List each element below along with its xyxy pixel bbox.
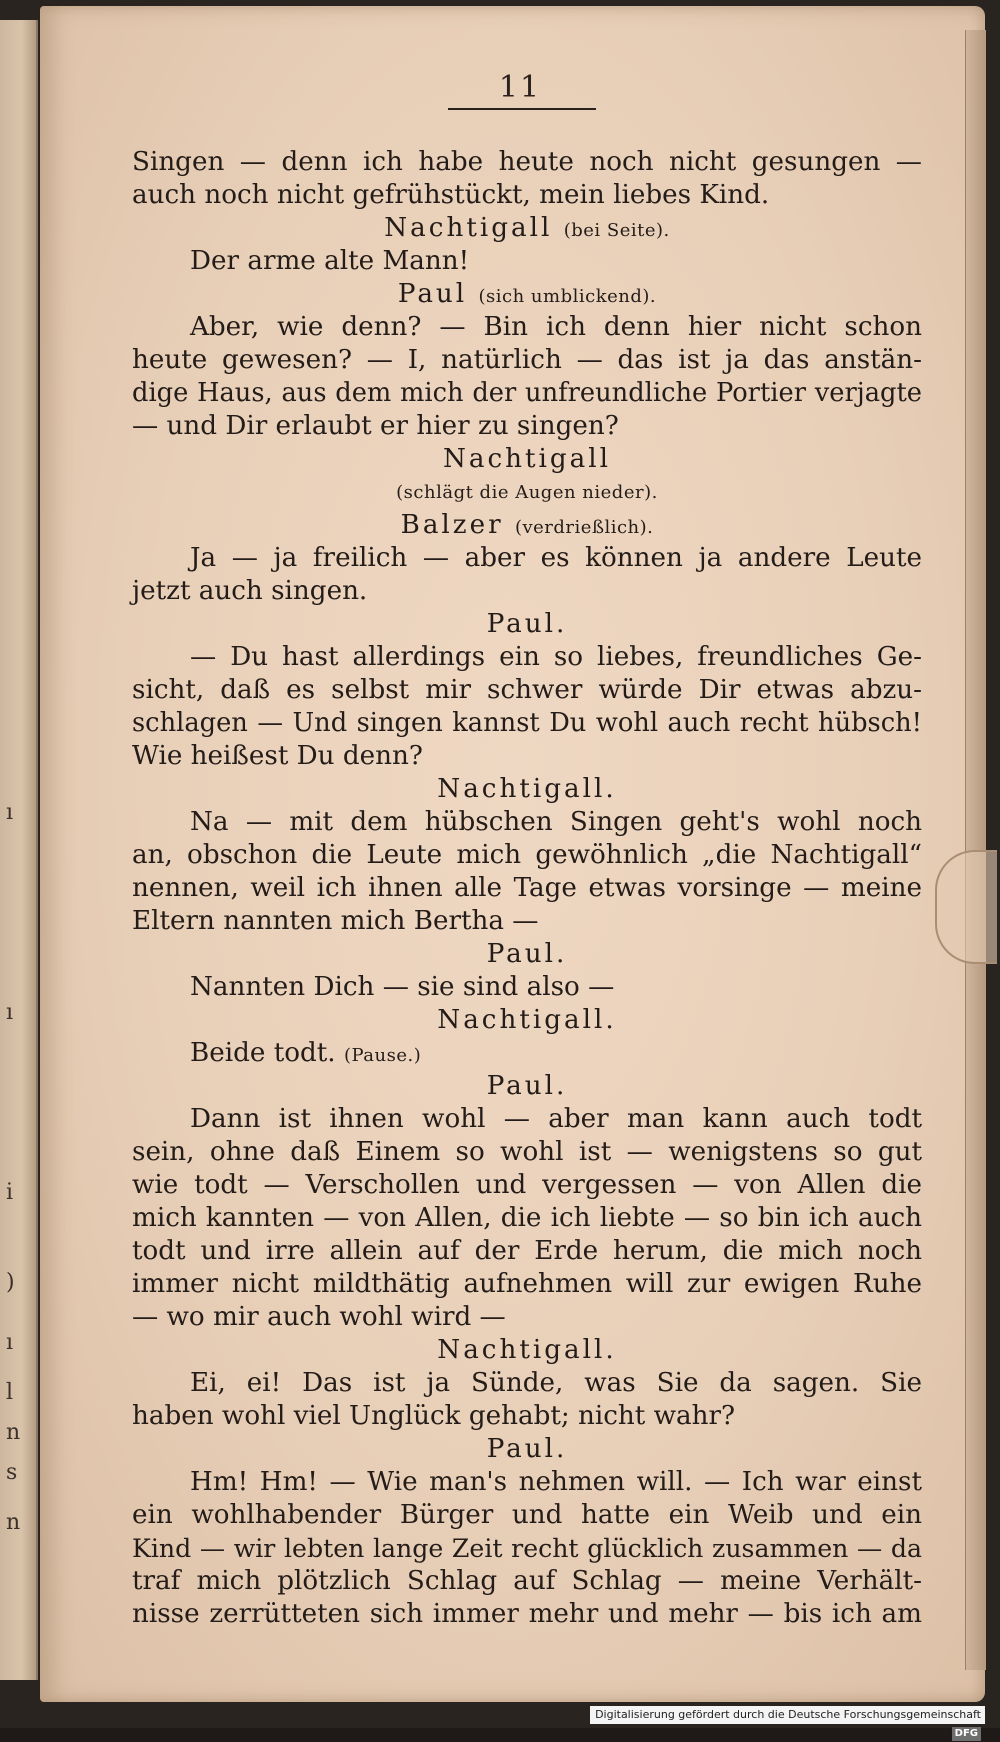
stage-direction: (bei Seite). bbox=[563, 220, 670, 241]
speaker-line bbox=[132, 476, 922, 509]
line-text: Ei, ei! Das ist ja Sünde, was Sie da sagen. Sie bbox=[190, 1368, 922, 1398]
line-text: schlagen — Und singen kannst Du wohl auch recht hübsch! bbox=[132, 708, 922, 738]
text-line bbox=[132, 146, 922, 179]
line-text: sein, ohne daß Einem so wohl ist — wenigstens so gut bbox=[132, 1137, 922, 1167]
left-page-fragment: n bbox=[6, 1510, 21, 1535]
line-text: nennen, weil ich ihnen alle Tage etwas vorsinge — meine bbox=[132, 873, 922, 903]
text-line bbox=[132, 674, 922, 707]
left-page-fragment: l bbox=[6, 1380, 14, 1405]
line-text: Paul. bbox=[486, 939, 568, 969]
text-line bbox=[132, 542, 922, 575]
line-text: Nannten Dich — sie sind also — bbox=[190, 972, 615, 1002]
left-page-fragment: ı bbox=[6, 1330, 14, 1355]
stage-direction: (Pause.) bbox=[343, 1045, 422, 1066]
left-page-fragment: i bbox=[6, 1180, 14, 1205]
text-line bbox=[132, 1268, 922, 1301]
dfg-logo: DFG bbox=[952, 1727, 981, 1741]
line-text: Ja — ja freilich — aber es können ja andere Leute bbox=[190, 543, 922, 573]
line-text: Singen — denn ich habe heute noch nicht gesungen — bbox=[132, 147, 922, 177]
line-text: Nachtigall. bbox=[437, 1335, 617, 1365]
speaker-line bbox=[132, 608, 922, 641]
line-text: jetzt auch singen. bbox=[132, 576, 368, 606]
text-line bbox=[132, 1136, 922, 1169]
speaker-line bbox=[132, 938, 922, 971]
left-page-fragment: n bbox=[6, 1420, 21, 1445]
line-text: Nachtigall. bbox=[437, 1005, 617, 1035]
page-tab-marker bbox=[935, 850, 997, 964]
line-text: Nachtigall bbox=[384, 213, 553, 243]
stage-direction: (verdrießlich). bbox=[514, 517, 654, 538]
line-text: Paul bbox=[397, 279, 468, 309]
text-line bbox=[132, 245, 922, 278]
text-line bbox=[132, 806, 922, 839]
line-text: Der arme alte Mann! bbox=[190, 246, 470, 276]
line-text: immer nicht mildthätig aufnehmen will zur ewigen Ruhe bbox=[132, 1269, 922, 1299]
text-line bbox=[132, 1235, 922, 1268]
line-text: traf mich plötzlich Schlag auf Schlag — meine Verhält- bbox=[132, 1566, 922, 1596]
speaker-line bbox=[132, 509, 922, 542]
adjacent-page-edge bbox=[0, 20, 38, 1680]
line-text: Eltern nannten mich Bertha — bbox=[132, 906, 539, 936]
line-text: Paul. bbox=[486, 1071, 568, 1101]
text-line bbox=[132, 179, 922, 212]
text-line bbox=[132, 377, 922, 410]
digitization-footer bbox=[590, 1706, 985, 1739]
text-line bbox=[132, 641, 922, 674]
line-text: Beide todt. bbox=[190, 1038, 336, 1068]
line-text: Nachtigall bbox=[442, 444, 612, 474]
speaker-line bbox=[132, 212, 922, 245]
line-text: wie todt — Verschollen und vergessen — von Allen die bbox=[132, 1170, 922, 1200]
line-text: Balzer bbox=[400, 510, 504, 540]
text-line bbox=[132, 839, 922, 872]
speaker-line bbox=[132, 278, 922, 311]
text-line bbox=[132, 410, 922, 443]
line-text: Dann ist ihnen wohl — aber man kann auch todt bbox=[190, 1104, 922, 1134]
text-line bbox=[132, 740, 922, 773]
line-text: — Du hast allerdings ein so liebes, freundliches Ge- bbox=[190, 642, 922, 672]
speaker-line bbox=[132, 1070, 922, 1103]
speaker-line bbox=[132, 1004, 922, 1037]
text-line bbox=[132, 1565, 922, 1598]
text-line bbox=[132, 1466, 922, 1499]
line-text: Aber, wie denn? — Bin ich denn hier nicht schon bbox=[190, 312, 922, 342]
line-text: (schlägt die Augen nieder). bbox=[396, 482, 658, 503]
text-line bbox=[132, 1400, 922, 1433]
text-line bbox=[132, 344, 922, 377]
text-line bbox=[132, 1103, 922, 1136]
text-line bbox=[132, 905, 922, 938]
text-line bbox=[132, 1169, 922, 1202]
footer-text: Digitalisierung gefördert durch die Deutsche Forschungsgemeinschaft - bbox=[595, 1708, 981, 1739]
page-text bbox=[132, 146, 922, 1631]
line-text: — wo mir auch wohl wird — bbox=[132, 1302, 506, 1332]
line-text: Nachtigall. bbox=[437, 774, 617, 804]
speaker-line bbox=[132, 1334, 922, 1367]
text-line bbox=[132, 575, 922, 608]
line-text: Hm! Hm! — Wie man's nehmen will. — Ich war einst bbox=[190, 1467, 922, 1497]
line-text: an, obschon die Leute mich gewöhnlich „die Nachtigall“ bbox=[132, 840, 922, 870]
line-text: ein wohlhabender Bürger und hatte ein Weib und ein bbox=[132, 1500, 922, 1530]
line-text: Wie heißest Du denn? bbox=[132, 741, 423, 771]
line-text: Kind — wir lebten lange Zeit recht glücklich zusammen — da bbox=[132, 1534, 922, 1563]
line-text: Paul. bbox=[486, 1434, 568, 1464]
page-number: 11 bbox=[498, 70, 542, 105]
speaker-line bbox=[132, 1433, 922, 1466]
text-line bbox=[132, 1598, 922, 1631]
left-page-fragment: ı bbox=[6, 800, 14, 825]
text-line bbox=[132, 1499, 922, 1532]
left-page-fragment: ı bbox=[6, 1000, 14, 1025]
left-page-fragment: ) bbox=[6, 1270, 15, 1295]
line-text: heute gewesen? — I, natürlich — das ist ja das anstän- bbox=[132, 345, 922, 375]
text-line bbox=[132, 1301, 922, 1334]
stage-direction: (sich umblickend). bbox=[478, 286, 657, 307]
speaker-line bbox=[132, 773, 922, 806]
left-page-fragment: s bbox=[6, 1460, 18, 1485]
line-text: haben wohl viel Unglück gehabt; nicht wahr? bbox=[132, 1401, 736, 1431]
text-line bbox=[132, 971, 922, 1004]
text-line bbox=[132, 872, 922, 905]
text-line bbox=[132, 1532, 922, 1565]
line-text: dige Haus, aus dem mich der unfreundliche Portier verjagte bbox=[132, 378, 922, 408]
page-number-rule bbox=[448, 108, 596, 110]
text-line bbox=[132, 707, 922, 740]
text-line bbox=[132, 1202, 922, 1235]
text-line bbox=[132, 311, 922, 344]
line-text: Na — mit dem hübschen Singen geht's wohl noch bbox=[190, 807, 922, 837]
line-text: mich kannten — von Allen, die ich liebte — so bin ich auch bbox=[132, 1203, 922, 1233]
line-text: auch noch nicht gefrühstückt, mein liebes Kind. bbox=[132, 180, 770, 210]
line-text: todt und irre allein auf der Erde herum, die mich noch bbox=[132, 1236, 922, 1266]
text-line bbox=[132, 1037, 922, 1070]
line-text: nisse zerrütteten sich immer mehr und mehr — bis ich am bbox=[132, 1599, 922, 1629]
line-text: sicht, daß es selbst mir schwer würde Dir etwas abzu- bbox=[132, 675, 922, 705]
line-text: — und Dir erlaubt er hier zu singen? bbox=[132, 411, 619, 441]
line-text: Paul. bbox=[486, 609, 568, 639]
speaker-line bbox=[132, 443, 922, 476]
text-line bbox=[132, 1367, 922, 1400]
